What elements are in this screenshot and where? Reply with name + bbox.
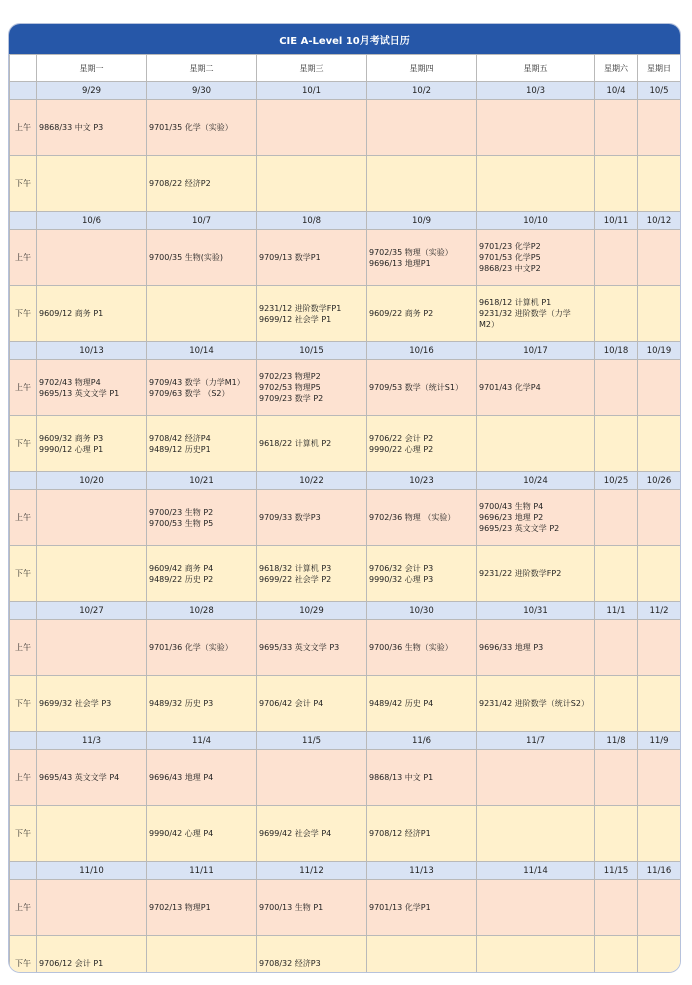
exam-entry: 9609/42 商务 P4 (149, 563, 214, 573)
exam-cell (37, 880, 147, 936)
exam-cell (37, 360, 147, 416)
exam-cell (638, 806, 681, 862)
exam-entry: 9696/33 地理 P3 (479, 643, 544, 652)
exam-entry: 9700/36 生物（实验） (369, 643, 453, 652)
exam-cell (367, 676, 477, 732)
exam-entry: 9701/23 化学P2 (479, 242, 541, 251)
weekday-header: 星期一 (37, 55, 147, 82)
exam-cell (257, 676, 367, 732)
exam-entry: 9701/35 化学（实验） (149, 123, 233, 132)
date-cell: 10/16 (367, 342, 477, 360)
exam-cell (477, 676, 595, 732)
exam-cell (477, 880, 595, 936)
exam-cell (257, 546, 367, 602)
exam-cell (477, 360, 595, 416)
date-cell: 10/14 (147, 342, 257, 360)
exam-entry: 9700/23 生物 P2 (149, 507, 214, 517)
exam-entry: 9709/53 数学（统计S1） (369, 383, 463, 392)
slot-label: 下午 (10, 806, 37, 862)
exam-entry: 9709/23 数学 P2 (259, 394, 324, 403)
exam-cell (367, 490, 477, 546)
slot-label: 上午 (10, 620, 37, 676)
exam-cell (595, 230, 638, 286)
exam-entry: 9709/63 数学 （S2） (149, 388, 230, 398)
exam-cell (367, 750, 477, 806)
exam-cell (257, 936, 367, 974)
date-cell: 11/12 (257, 862, 367, 880)
exam-entry: 9990/12 心理 P1 (39, 444, 104, 454)
exam-cell (257, 360, 367, 416)
exam-entry: 9695/23 英文文学 P2 (479, 524, 560, 533)
exam-cell (595, 286, 638, 342)
exam-entry: 9700/35 生物(实验) (149, 253, 224, 262)
weekday-header: 星期二 (147, 55, 257, 82)
exam-cell (257, 230, 367, 286)
date-row (10, 472, 681, 490)
date-cell: 10/25 (595, 472, 638, 490)
date-cell: 11/11 (147, 862, 257, 880)
exam-entry: 9231/22 进阶数学FP2 (479, 569, 562, 578)
date-cell: 11/6 (367, 732, 477, 750)
slot-label: 下午 (10, 416, 37, 472)
exam-cell (477, 750, 595, 806)
exam-cell (367, 360, 477, 416)
exam-entry: 9609/32 商务 P3 (39, 433, 104, 443)
exam-cell (257, 750, 367, 806)
exam-entry: 9990/42 心理 P4 (149, 829, 214, 838)
date-cell: 11/16 (638, 862, 681, 880)
exam-entry: 9618/12 计算机 P1 (479, 298, 552, 307)
exam-cell (147, 806, 257, 862)
exam-cell (367, 620, 477, 676)
weekday-header: 星期五 (477, 55, 595, 82)
exam-entry: 9706/42 会计 P4 (259, 699, 324, 708)
am-row (10, 490, 681, 546)
exam-entry: 9231/12 进阶数学FP1 (259, 303, 342, 313)
slot-label: 下午 (10, 286, 37, 342)
exam-entry: 9489/42 历史 P4 (369, 699, 434, 708)
date-cell: 10/5 (638, 82, 681, 100)
exam-entry: 9700/13 生物 P1 (259, 903, 324, 912)
am-row (10, 620, 681, 676)
exam-cell (638, 286, 681, 342)
exam-cell (595, 936, 638, 974)
exam-cell (37, 490, 147, 546)
date-cell: 10/24 (477, 472, 595, 490)
weekday-header (10, 55, 37, 82)
exam-entry: 9868/23 中文P2 (479, 264, 541, 273)
date-cell: 10/19 (638, 342, 681, 360)
date-cell: 11/2 (638, 602, 681, 620)
exam-cell (477, 156, 595, 212)
exam-cell (147, 546, 257, 602)
exam-cell (257, 156, 367, 212)
date-row-spacer (10, 602, 37, 620)
date-row (10, 82, 681, 100)
exam-entry: 9868/13 中文 P1 (369, 773, 434, 782)
exam-cell (638, 490, 681, 546)
date-row-spacer (10, 212, 37, 230)
exam-cell (595, 676, 638, 732)
exam-cell (595, 806, 638, 862)
exam-cell (595, 546, 638, 602)
date-cell: 10/22 (257, 472, 367, 490)
exam-cell (477, 546, 595, 602)
exam-cell (595, 490, 638, 546)
pm-row (10, 936, 681, 974)
exam-entry: 9709/43 数学（力学M1） (149, 377, 245, 387)
am-row (10, 360, 681, 416)
pm-row (10, 416, 681, 472)
exam-entry: 9702/35 物理（实验） (369, 247, 453, 257)
date-row-spacer (10, 342, 37, 360)
exam-cell (595, 620, 638, 676)
date-cell: 10/23 (367, 472, 477, 490)
date-cell: 10/1 (257, 82, 367, 100)
exam-entry: 9700/53 生物 P5 (149, 518, 214, 528)
date-cell: 10/20 (37, 472, 147, 490)
exam-entry: 9868/33 中文 P3 (39, 123, 104, 132)
weekday-header: 星期日 (638, 55, 681, 82)
calendar-body (10, 82, 681, 974)
exam-entry: 9699/32 社会学 P3 (39, 699, 112, 708)
exam-cell (638, 936, 681, 974)
weekday-header-row (10, 55, 681, 82)
pm-row (10, 156, 681, 212)
exam-cell (367, 286, 477, 342)
exam-entry: 9708/12 经济P1 (369, 829, 431, 838)
exam-entry: 9699/42 社会学 P4 (259, 829, 332, 838)
exam-entry: 9708/32 经济P3 (259, 959, 321, 968)
exam-cell (147, 750, 257, 806)
date-cell: 10/27 (37, 602, 147, 620)
exam-cell (477, 936, 595, 974)
exam-cell (37, 806, 147, 862)
exam-entry: 9702/23 物理P2 (259, 372, 321, 381)
exam-cell (367, 100, 477, 156)
date-cell: 10/10 (477, 212, 595, 230)
exam-cell (367, 156, 477, 212)
exam-cell (638, 880, 681, 936)
exam-entry: 9699/22 社会学 P2 (259, 574, 332, 584)
pm-row (10, 676, 681, 732)
exam-cell (638, 750, 681, 806)
exam-entry: 9695/33 英文文学 P3 (259, 643, 340, 652)
exam-cell (257, 286, 367, 342)
exam-cell (147, 156, 257, 212)
exam-entry: 9708/42 经济P4 (149, 433, 211, 443)
exam-entry: 9702/36 物理 （实验） (369, 513, 456, 522)
exam-entry: 9701/13 化学P1 (369, 903, 431, 912)
exam-cell (37, 546, 147, 602)
exam-calendar (8, 23, 681, 973)
exam-cell (595, 156, 638, 212)
exam-cell (147, 360, 257, 416)
date-cell: 11/1 (595, 602, 638, 620)
calendar-title: CIE A-Level 10月考试日历 (9, 24, 680, 54)
slot-label: 上午 (10, 750, 37, 806)
exam-cell (595, 750, 638, 806)
exam-cell (37, 100, 147, 156)
exam-cell (147, 230, 257, 286)
slot-label: 上午 (10, 490, 37, 546)
exam-cell (147, 936, 257, 974)
exam-entry: 9489/32 历史 P3 (149, 699, 214, 708)
exam-entry: 9696/23 地理 P2 (479, 513, 544, 522)
date-cell: 10/8 (257, 212, 367, 230)
exam-cell (37, 230, 147, 286)
slot-label: 上午 (10, 880, 37, 936)
exam-entry: 9609/12 商务 P1 (39, 309, 104, 318)
date-cell: 11/15 (595, 862, 638, 880)
date-cell: 10/30 (367, 602, 477, 620)
exam-cell (477, 620, 595, 676)
date-cell: 11/9 (638, 732, 681, 750)
exam-cell (147, 620, 257, 676)
date-cell: 10/4 (595, 82, 638, 100)
slot-label: 上午 (10, 100, 37, 156)
exam-entry: 9990/32 心理 P3 (369, 574, 434, 584)
exam-entry: 9701/53 化学P5 (479, 253, 541, 262)
exam-cell (257, 620, 367, 676)
exam-entry: 9706/22 会计 P2 (369, 433, 434, 443)
weekday-header: 星期四 (367, 55, 477, 82)
exam-cell (367, 230, 477, 286)
exam-cell (257, 806, 367, 862)
exam-entry: 9700/43 生物 P4 (479, 502, 544, 511)
exam-cell (37, 676, 147, 732)
exam-entry: 9990/22 心理 P2 (369, 444, 434, 454)
exam-entry: 9231/32 进阶数学（力学 (479, 309, 571, 318)
exam-cell (367, 546, 477, 602)
am-row (10, 880, 681, 936)
exam-cell (37, 416, 147, 472)
date-row (10, 212, 681, 230)
date-row (10, 732, 681, 750)
exam-cell (147, 676, 257, 732)
exam-entry: 9696/43 地理 P4 (149, 773, 214, 782)
slot-label: 下午 (10, 936, 37, 974)
exam-entry: 9706/12 会计 P1 (39, 959, 104, 968)
exam-cell (595, 100, 638, 156)
exam-cell (367, 806, 477, 862)
exam-cell (638, 546, 681, 602)
date-cell: 9/29 (37, 82, 147, 100)
exam-cell (147, 286, 257, 342)
exam-entry: 9702/53 物理P5 (259, 383, 321, 392)
exam-cell (477, 806, 595, 862)
exam-entry: 9702/13 物理P1 (149, 903, 211, 912)
exam-cell (37, 286, 147, 342)
date-cell: 10/31 (477, 602, 595, 620)
exam-entry: 9701/36 化学（实验） (149, 643, 233, 652)
am-row (10, 230, 681, 286)
exam-entry: 9709/13 数学P1 (259, 253, 321, 262)
exam-cell (477, 416, 595, 472)
slot-label: 下午 (10, 546, 37, 602)
exam-cell (147, 880, 257, 936)
exam-cell (257, 490, 367, 546)
am-row (10, 100, 681, 156)
exam-cell (477, 230, 595, 286)
exam-entry: 9706/32 会计 P3 (369, 563, 434, 573)
exam-entry: 9609/22 商务 P2 (369, 309, 434, 318)
exam-cell (37, 750, 147, 806)
pm-row (10, 806, 681, 862)
exam-entry: 9702/43 物理P4 (39, 377, 101, 387)
exam-cell (367, 880, 477, 936)
pm-row (10, 546, 681, 602)
date-cell: 11/7 (477, 732, 595, 750)
date-cell: 11/3 (37, 732, 147, 750)
date-cell: 10/12 (638, 212, 681, 230)
date-cell: 9/30 (147, 82, 257, 100)
exam-cell (147, 100, 257, 156)
exam-entry: 9699/12 社会学 P1 (259, 314, 332, 324)
exam-cell (477, 490, 595, 546)
date-cell: 10/6 (37, 212, 147, 230)
exam-cell (638, 100, 681, 156)
exam-cell (257, 100, 367, 156)
exam-entry: 9489/12 历史P1 (149, 444, 211, 454)
exam-entry: 9618/22 计算机 P2 (259, 439, 332, 448)
date-row (10, 602, 681, 620)
weekday-header: 星期三 (257, 55, 367, 82)
date-cell: 10/17 (477, 342, 595, 360)
date-cell: 11/10 (37, 862, 147, 880)
date-cell: 10/11 (595, 212, 638, 230)
exam-entry: 9489/22 历史 P2 (149, 574, 214, 584)
am-row (10, 750, 681, 806)
exam-entry: 9618/32 计算机 P3 (259, 563, 332, 573)
date-row (10, 862, 681, 880)
date-row-spacer (10, 862, 37, 880)
exam-entry: 9708/22 经济P2 (149, 179, 211, 188)
exam-cell (595, 880, 638, 936)
date-cell: 10/28 (147, 602, 257, 620)
exam-entry: M2） (479, 320, 499, 329)
exam-cell (595, 416, 638, 472)
exam-cell (257, 880, 367, 936)
weekday-header: 星期六 (595, 55, 638, 82)
exam-cell (477, 286, 595, 342)
exam-cell (257, 416, 367, 472)
exam-entry: 9695/43 英文文学 P4 (39, 773, 120, 782)
date-row-spacer (10, 82, 37, 100)
slot-label: 上午 (10, 230, 37, 286)
exam-cell (638, 360, 681, 416)
date-cell: 11/14 (477, 862, 595, 880)
date-cell: 11/13 (367, 862, 477, 880)
date-cell: 10/7 (147, 212, 257, 230)
date-cell: 10/26 (638, 472, 681, 490)
date-cell: 10/13 (37, 342, 147, 360)
exam-cell (37, 936, 147, 974)
exam-cell (147, 490, 257, 546)
slot-label: 下午 (10, 676, 37, 732)
pm-row (10, 286, 681, 342)
exam-cell (37, 620, 147, 676)
date-cell: 11/5 (257, 732, 367, 750)
exam-entry: 9695/13 英文文学 P1 (39, 388, 120, 398)
exam-cell (595, 360, 638, 416)
exam-cell (37, 156, 147, 212)
exam-entry: 9231/42 进阶数学（统计S2） (479, 699, 589, 708)
exam-cell (147, 416, 257, 472)
date-cell: 10/3 (477, 82, 595, 100)
exam-cell (638, 156, 681, 212)
date-row (10, 342, 681, 360)
date-row-spacer (10, 732, 37, 750)
exam-cell (638, 230, 681, 286)
date-cell: 10/9 (367, 212, 477, 230)
exam-entry: 9696/13 地理P1 (369, 258, 431, 268)
exam-cell (638, 620, 681, 676)
exam-entry: 9709/33 数学P3 (259, 513, 321, 522)
calendar-table (9, 54, 681, 973)
date-cell: 10/15 (257, 342, 367, 360)
slot-label: 下午 (10, 156, 37, 212)
exam-cell (477, 100, 595, 156)
date-cell: 10/2 (367, 82, 477, 100)
exam-cell (638, 676, 681, 732)
exam-entry: 9701/43 化学P4 (479, 383, 541, 392)
exam-cell (367, 416, 477, 472)
date-cell: 11/8 (595, 732, 638, 750)
date-cell: 10/21 (147, 472, 257, 490)
date-row-spacer (10, 472, 37, 490)
date-cell: 10/18 (595, 342, 638, 360)
exam-cell (638, 416, 681, 472)
exam-cell (367, 936, 477, 974)
date-cell: 10/29 (257, 602, 367, 620)
slot-label: 上午 (10, 360, 37, 416)
date-cell: 11/4 (147, 732, 257, 750)
